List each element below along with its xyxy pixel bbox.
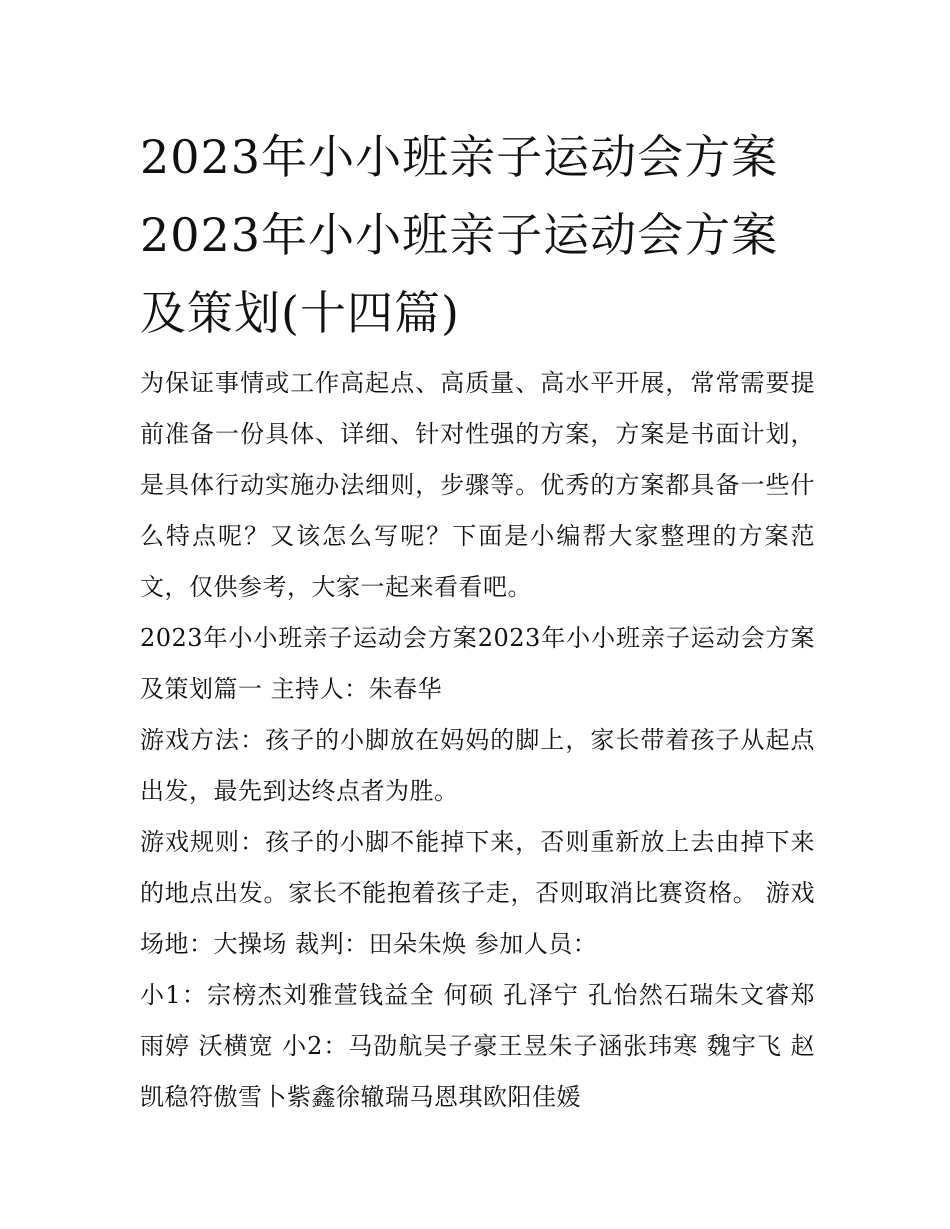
- section-heading-paragraph: 2023年小小班亲子运动会方案2023年小小班亲子运动会方案及策划篇一 主持人：朱春华: [140, 624, 815, 703]
- game-method-paragraph: 游戏方法：孩子的小脚放在妈妈的脚上，家长带着孩子从起点出发，最先到达终点者为胜。: [140, 726, 815, 805]
- intro-paragraph: 为保证事情或工作高起点、高质量、高水平开展，常常需要提前准备一份具体、详细、针对性强的方案，方案是书面计划，是具体行动实施办法细则，步骤等。优秀的方案都具备一些什么特点呢？又该怎么写呢？下面是小编帮大家整理的方案范文，仅供参考，大家一起来看看吧。: [140, 369, 815, 601]
- participants-paragraph: 小1：宗榜杰刘雅萱钱益全 何硕 孔泽宁 孔怡然石瑞朱文睿郑雨婷 沃横宽 小2：马劭航吴子豪王昱朱子涵张玮寒 魏宇飞 赵凯稳符傲雪卜紫鑫徐辙瑞马恩琪欧阳佳媛: [140, 981, 815, 1111]
- document-title: 2023年小小班亲子运动会方案2023年小小班亲子运动会方案及策划(十四篇): [140, 130, 779, 340]
- game-rules-paragraph: 游戏规则：孩子的小脚不能掉下来，否则重新放上去由掉下来的地点出发。家长不能抱着孩子走，否则取消比赛资格。 游戏场地：大操场 裁判：田朵朱焕 参加人员：: [140, 828, 815, 958]
- document-page: [140, 118, 815, 1123]
